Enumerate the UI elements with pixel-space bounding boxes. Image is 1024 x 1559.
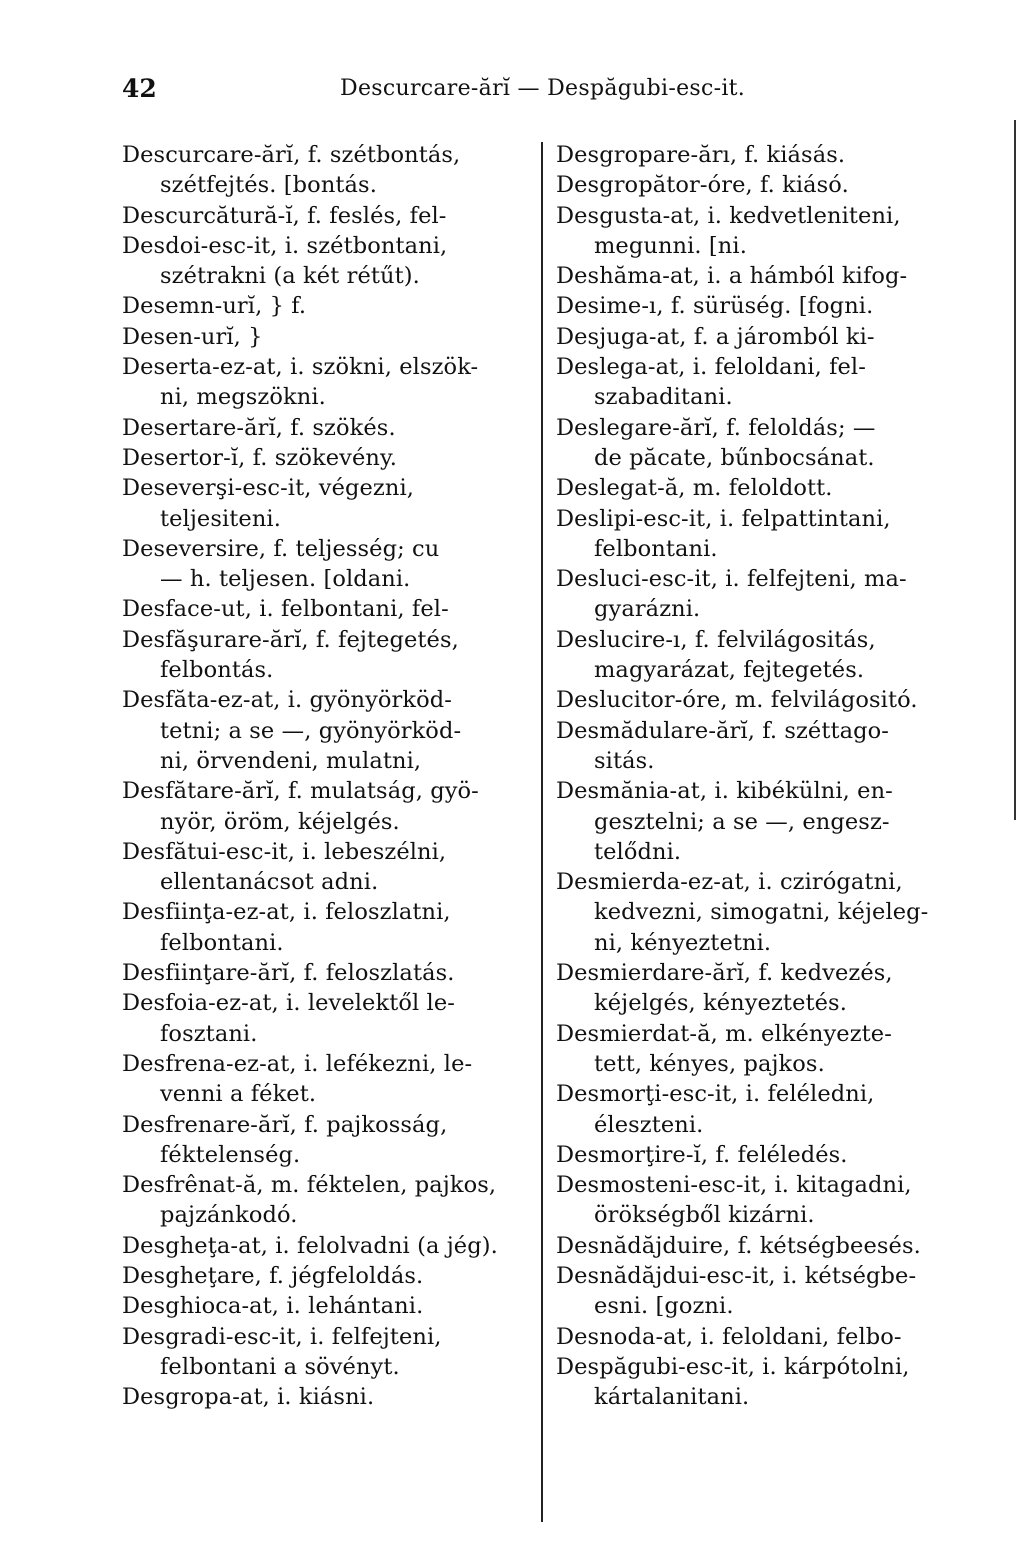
entry-continuation-line: kéjelgés, kényeztetés.: [594, 990, 847, 1017]
dictionary-entry-line: Desnădăjduire, f. kétségbeesés.: [556, 1232, 921, 1259]
dictionary-entry-line: Desgropa-at, i. kiásni.: [122, 1384, 375, 1411]
dictionary-entry-line: Deslegare-ărĭ, f. feloldás; —: [556, 414, 876, 441]
entry-continuation-line: nyör, öröm, kéjelgés.: [160, 808, 400, 835]
entry-continuation-line: szétrakni (a két rétűt).: [160, 263, 420, 290]
page-number: 42: [122, 74, 157, 103]
entry-continuation-line: — h. teljesen. [oldani.: [160, 566, 411, 593]
entry-continuation-line: gesztelni; a se —, engesz-: [594, 808, 890, 835]
dictionary-entry-line: Deslucitor-óre, m. felvilágositó.: [556, 687, 918, 714]
dictionary-entry-line: Desgropător-óre, f. kiásó.: [556, 172, 849, 199]
column-divider: [541, 142, 543, 1522]
dictionary-entry-line: Desnădăjdui-esc-it, i. kétségbe-: [556, 1262, 917, 1289]
dictionary-entry-line: Descurcare-ărĭ, f. szétbontás,: [122, 142, 461, 168]
dictionary-entry-line: Desertor-ĭ, f. szökevény.: [122, 444, 398, 471]
entry-continuation-line: ellentanácsot adni.: [160, 869, 379, 896]
dictionary-entry-line: Deslucire-ı, f. felvilágositás,: [556, 626, 876, 653]
dictionary-entry-line: Desfiinţa-ez-at, i. feloszlatni,: [122, 899, 451, 926]
dictionary-entry-line: Desgusta-at, i. kedvetleniteni,: [556, 202, 901, 229]
entry-continuation-line: esni. [gozni.: [594, 1293, 734, 1320]
entry-continuation-line: felbontani.: [160, 929, 284, 956]
dictionary-entry-line: Deserta-ez-at, i. szökni, elszök-: [122, 354, 479, 381]
dictionary-entry-line: Desfrenare-ărĭ, f. pajkosság,: [122, 1111, 448, 1138]
entry-continuation-line: felbontás.: [160, 657, 274, 684]
entry-continuation-line: telődni.: [594, 838, 682, 865]
entry-continuation-line: felbontani a sövényt.: [160, 1353, 400, 1380]
entry-continuation-line: de păcate, bűnbocsánat.: [594, 444, 875, 471]
dictionary-entry-line: Desdoi-esc-it, i. szétbontani,: [122, 232, 448, 259]
dictionary-entry-line: Desmorţire-ĭ, f. feléledés.: [556, 1141, 848, 1168]
dictionary-entry-line: Desluci-esc-it, i. felfejteni, ma-: [556, 566, 907, 593]
entry-continuation-line: féktelenség.: [160, 1141, 301, 1168]
dictionary-entry-line: Desmănia-at, i. kibékülni, en-: [556, 778, 893, 805]
page-edge-line: [1014, 120, 1016, 820]
dictionary-entry-line: Deshăma-at, i. a hámból kifog-: [556, 263, 908, 290]
dictionary-entry-line: Desfătui-esc-it, i. lebeszélni,: [122, 838, 447, 865]
entry-continuation-line: ni, megszökni.: [160, 384, 326, 411]
left-column: [122, 140, 534, 1412]
entry-continuation-line: sitás.: [594, 747, 655, 774]
dictionary-entry-line: Desfiinţare-ărĭ, f. feloszlatás.: [122, 960, 455, 987]
dictionary-entry-line: Desmierdare-ărĭ, f. kedvezés,: [556, 960, 893, 987]
dictionary-entry-line: Desemn-urĭ, } f.: [122, 293, 307, 320]
dictionary-entry-line: Desertare-ărĭ, f. szökés.: [122, 414, 396, 441]
dictionary-entry-line: Desnoda-at, i. feloldani, felbo-: [556, 1323, 902, 1350]
entry-continuation-line: tetni; a se —, gyönyörköd-: [160, 717, 462, 744]
entry-continuation-line: magyarázat, fejtegetés.: [594, 657, 865, 684]
dictionary-entry-line: Desmosteni-esc-it, i. kitagadni,: [556, 1172, 912, 1199]
entry-continuation-line: szétfejtés. [bontás.: [160, 172, 377, 199]
page-header: [0, 74, 1024, 114]
entry-continuation-line: venni a féket.: [160, 1081, 317, 1108]
dictionary-entry-line: Desime-ı, f. sürüség. [fogni.: [556, 293, 874, 320]
dictionary-entry-line: Desfăşurare-ărĭ, f. fejtegetés,: [122, 626, 459, 653]
entry-continuation-line: kártalanitani.: [594, 1384, 750, 1411]
dictionary-entry-line: Deseverşi-esc-it, végezni,: [122, 475, 414, 502]
entry-continuation-line: ni, örvendeni, mulatni,: [160, 747, 422, 774]
entry-continuation-line: szabaditani.: [594, 384, 733, 411]
entry-continuation-line: megunni. [ni.: [594, 232, 747, 259]
entry-continuation-line: éleszteni.: [594, 1111, 704, 1138]
dictionary-entry-line: Desfrena-ez-at, i. lefékezni, le-: [122, 1050, 473, 1077]
dictionary-entry-line: Despăgubi-esc-it, i. kárpótolni,: [556, 1353, 910, 1380]
entry-continuation-line: kedvezni, simogatni, kéjeleg-: [594, 899, 929, 926]
dictionary-entry-line: Desgheţa-at, i. felolvadni (a jég).: [122, 1232, 498, 1259]
dictionary-entry-line: Deslega-at, i. feloldani, fel-: [556, 354, 866, 381]
dictionary-entry-line: Descurcătură-ĭ, f. feslés, fel-: [122, 202, 447, 229]
dictionary-entry-line: Desghioca-at, i. lehántani.: [122, 1293, 424, 1320]
dictionary-entry-line: Desmădulare-ărĭ, f. széttago-: [556, 717, 889, 744]
dictionary-entry-line: Desgheţare, f. jégfeloldás.: [122, 1262, 424, 1289]
entry-continuation-line: ni, kényeztetni.: [594, 929, 772, 956]
entry-continuation-line: tett, kényes, pajkos.: [594, 1050, 825, 1077]
dictionary-entry-line: Deslegat-ă, m. feloldott.: [556, 475, 833, 502]
dictionary-entry-line: Deslipi-esc-it, i. felpattintani,: [556, 505, 891, 532]
dictionary-entry-line: Deseversire, f. teljesség; cu: [122, 535, 440, 562]
dictionary-entry-line: Desmierda-ez-at, i. czirógatni,: [556, 869, 903, 896]
dictionary-entry-line: Desfătare-ărĭ, f. mulatság, gyö-: [122, 778, 479, 805]
entry-continuation-line: fosztani.: [160, 1020, 258, 1047]
dictionary-entry-line: Desmierdat-ă, m. elkényezte-: [556, 1020, 892, 1047]
entry-continuation-line: örökségből kizárni.: [594, 1202, 815, 1229]
entry-continuation-line: gyarázni.: [594, 596, 701, 623]
dictionary-entry-line: Desfăta-ez-at, i. gyönyörköd-: [122, 687, 452, 714]
right-column: [556, 140, 976, 1412]
dictionary-entry-line: Desmorţi-esc-it, i. feléledni,: [556, 1081, 875, 1108]
dictionary-entry-line: Desen-urĭ, }: [122, 323, 263, 350]
dictionary-entry-line: Desfrênat-ă, m. féktelen, pajkos,: [122, 1172, 497, 1199]
entry-continuation-line: felbontani.: [594, 535, 718, 562]
dictionary-entry-line: Desface-ut, i. felbontani, fel-: [122, 596, 449, 623]
running-head: Descurcare-ărĭ — Despăgubi-esc-it.: [340, 76, 746, 101]
dictionary-entry-line: Desfoia-ez-at, i. levelektől le-: [122, 990, 455, 1017]
dictionary-entry-line: Desgropare-ărı, f. kiásás.: [556, 142, 846, 168]
entry-continuation-line: teljesiteni.: [160, 505, 281, 532]
dictionary-entry-line: Desgradi-esc-it, i. felfejteni,: [122, 1323, 442, 1350]
entry-continuation-line: pajzánkodó.: [160, 1202, 298, 1229]
dictionary-entry-line: Desjuga-at, f. a járomból ki-: [556, 323, 875, 350]
